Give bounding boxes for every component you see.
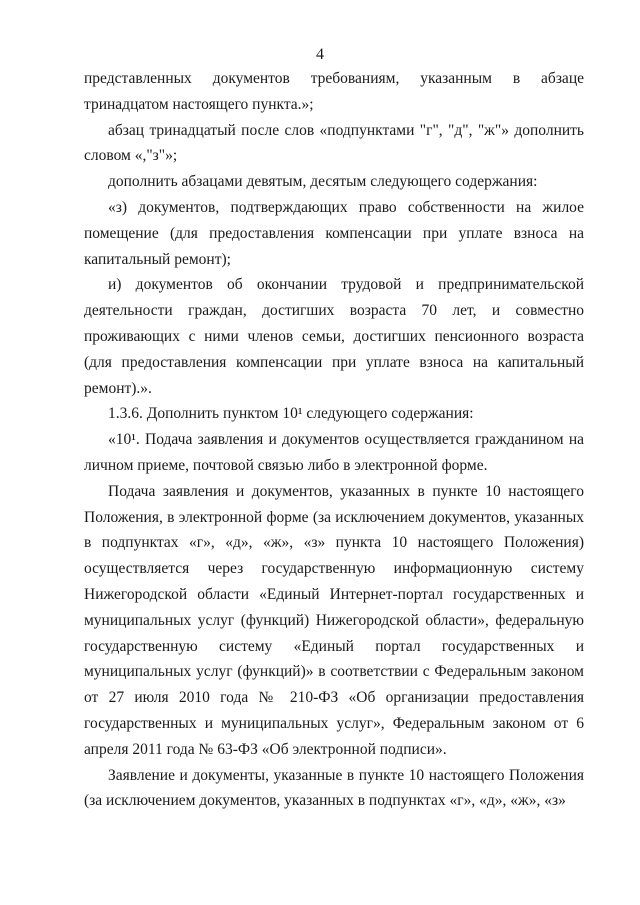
text-line: муниципальных услуг (функций)» в соответствии с Федеральным законом [84,663,584,681]
text-line: деятельности граждан, достигших возраста 70 лет, и совместно [84,302,584,320]
text-line: «10¹. Подача заявления и документов осуществляется гражданином на [108,431,584,449]
text-line: личном приеме, почтовой связью либо в электронной форме. [84,456,488,474]
text-line: в подпунктах «г», «д», «ж», «з» пункта 10 настоящего Положения) [84,534,584,552]
text-line: (за исключением документов, указанных в подпунктах «г», «д», «ж», «з» [84,792,566,810]
text-line: ремонт).». [84,379,152,397]
text-line: государственных и муниципальных услуг», Федеральным законом от 6 [84,714,584,732]
text-line: 1.3.6. Дополнить пунктом 10¹ следующего содержания: [108,405,474,423]
text-line: тринадцатом настоящего пункта.»; [84,95,314,113]
text-line: «з) документов, подтверждающих право собственности на жилое [108,198,584,216]
paragraph [84,763,584,815]
text-line: Подача заявления и документов, указанных в пункте 10 настоящего [108,482,584,500]
text-line: муниципальных услуг (функций) Нижегородской области», федеральную [84,611,584,629]
paragraph [84,272,584,401]
text-line: представленных документов требованиям, указанным в абзаце [84,70,584,87]
text-line: капитальный ремонт); [84,250,231,268]
paragraph [84,195,584,272]
text-line: словом «,"з"»; [84,147,178,165]
text-line: Нижегородской области «Единый Интернет-портал государственных и [84,585,584,603]
text-line: государственную систему «Единый портал государственных и [84,637,584,655]
text-line: абзац тринадцатый после слов «подпунктами "г", "д", "ж"» дополнить [108,121,584,139]
paragraph [84,169,584,195]
text-line: дополнить абзацами девятым, десятым следующего содержания: [108,173,538,191]
document-body [84,66,584,814]
text-line: Заявление и документы, указанные в пункте 10 настоящего Положения [108,766,584,784]
paragraph [84,66,584,118]
text-line: Положения, в электронной форме (за исключением документов, указанных [84,508,584,526]
text-line: и) документов об окончании трудовой и предпринимательской [108,276,584,294]
paragraph [84,118,584,170]
text-line: (для предоставления компенсации при уплате взноса на капитальный [84,353,584,371]
text-line: помещение (для предоставления компенсации при уплате взноса на [84,224,584,242]
paragraph [84,479,584,763]
paragraph [84,401,584,427]
text-line: осуществляется через государственную информационную систему [84,560,584,578]
page-number: 4 [316,46,324,63]
paragraph [84,427,584,479]
text-line: апреля 2011 года № 63-ФЗ «Об электронной подписи». [84,740,447,758]
text-line: проживающих с ними членов семьи, достигших пенсионного возраста [84,327,584,345]
text-line: от 27 июля 2010 года № 210-ФЗ «Об организации предоставления [84,689,584,707]
